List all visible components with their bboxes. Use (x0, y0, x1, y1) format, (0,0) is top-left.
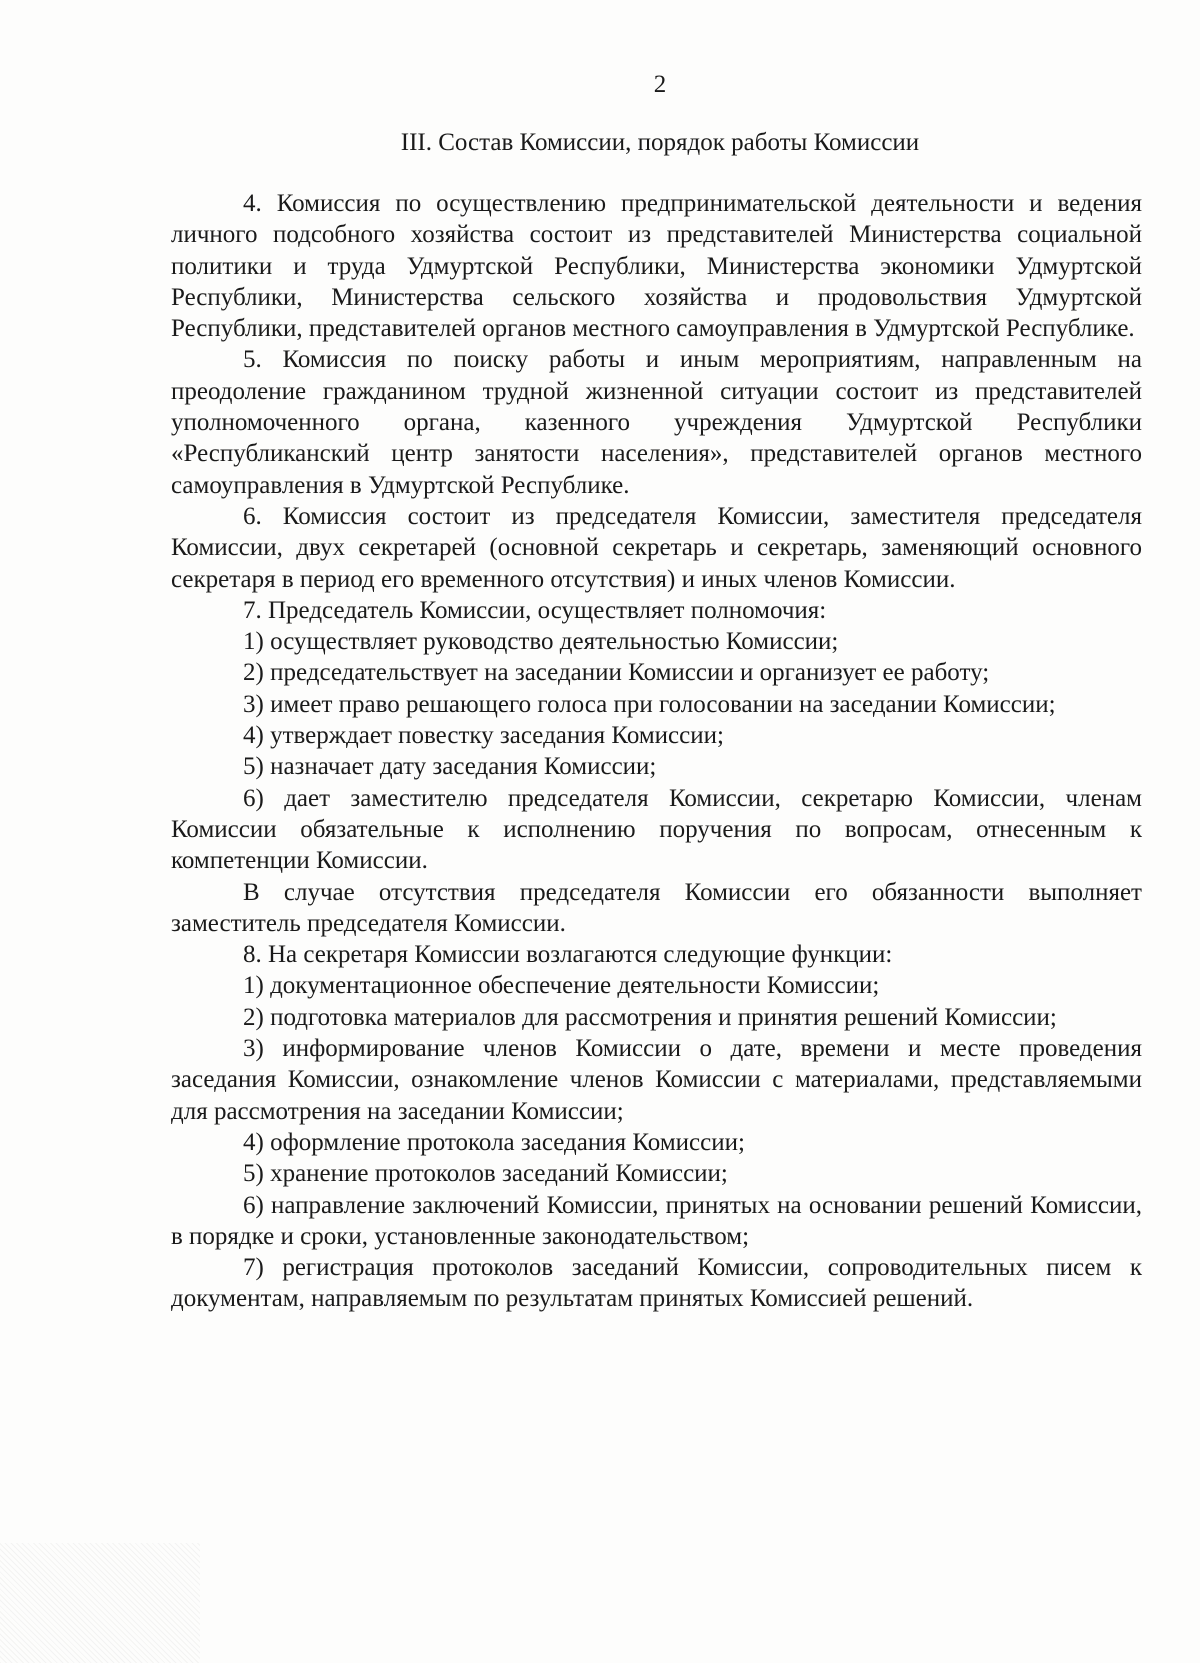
paragraph-6-members: 6. Комиссия состоит из председателя Комиссии, заместителя председателя Комиссии, двух секретарей (основной секретарь и секретарь, заменяющий основного секретаря в период его временного отсутствия) и иных членов Комиссии. (171, 502, 1142, 593)
list-item: 5) назначает дату заседания Комиссии; (243, 753, 657, 781)
paragraph-8-secretary: 8. На секретаря Комиссии возлагаются следующие функции: (243, 941, 893, 969)
list-item: 1) осуществляет руководство деятельностью Комиссии; (243, 628, 839, 656)
list-item: 4) оформление протокола заседания Комиссии; (243, 1128, 745, 1156)
page-number: 2 (653, 71, 667, 98)
paragraph-7-chairman: 7. Председатель Комиссии, осуществляет полномочия: (243, 596, 827, 624)
list-item: 3) имеет право решающего голоса при голосовании на заседании Комиссии; (243, 690, 1056, 718)
list-item: 6) дает заместителю председателя Комиссии, секретарю Комиссии, членам Комиссии обязательные к исполнению поручения по вопросам, отнесенным к компетенции Комиссии. (171, 784, 1142, 875)
list-item: 6) направление заключений Комиссии, принятых на основании решений Комиссии, в порядке и сроки, установленные законодательством; (171, 1191, 1142, 1250)
list-item: 7) регистрация протоколов заседаний Комиссии, сопроводительных писем к документам, направляемым по результатам принятых Комиссией решений. (171, 1254, 1142, 1313)
paragraph-5-composition: 5. Комиссия по поиску работы и иным мероприятиям, направленным на преодоление гражданином трудной жизненной ситуации состоит из представителей уполномоченного органа, казенного учреждения Удмуртской Республики «Республиканский центр занятости населения», представителей органов местного самоуправления в Удмуртской Республике. (171, 346, 1142, 499)
section-title: III. Состав Комиссии, порядок работы Комиссии (400, 129, 920, 156)
list-item: 4) утверждает повестку заседания Комиссии; (243, 722, 724, 750)
scan-texture (0, 1543, 200, 1663)
paragraph-4-composition: 4. Комиссия по осуществлению предпринимательской деятельности и ведения личного подсобного хозяйства состоит из представителей Министерства социальной политики и труда Удмуртской Республики, Министерства экономики Удмуртской Республики, Министерства сельского хозяйства и продовольствия Удмуртской Республики, представителей органов местного самоуправления в Удмуртской Республике. (171, 190, 1142, 343)
list-item: 5) хранение протоколов заседаний Комиссии; (243, 1160, 728, 1188)
list-item: 1) документационное обеспечение деятельности Комиссии; (243, 972, 880, 1000)
paragraph-absence: В случае отсутствия председателя Комиссии его обязанности выполняет заместитель председателя Комиссии. (171, 878, 1142, 937)
document-body (171, 188, 1142, 1315)
list-item: 3) информирование членов Комиссии о дате, времени и месте проведения заседания Комиссии, ознакомление членов Комиссии с материалами, представляемыми для рассмотрения на заседании Комиссии; (171, 1035, 1142, 1125)
list-item: 2) подготовка материалов для рассмотрения и принятия решений Комиссии; (243, 1003, 1057, 1031)
list-item: 2) председательствует на заседании Комиссии и организует ее работу; (243, 659, 990, 687)
